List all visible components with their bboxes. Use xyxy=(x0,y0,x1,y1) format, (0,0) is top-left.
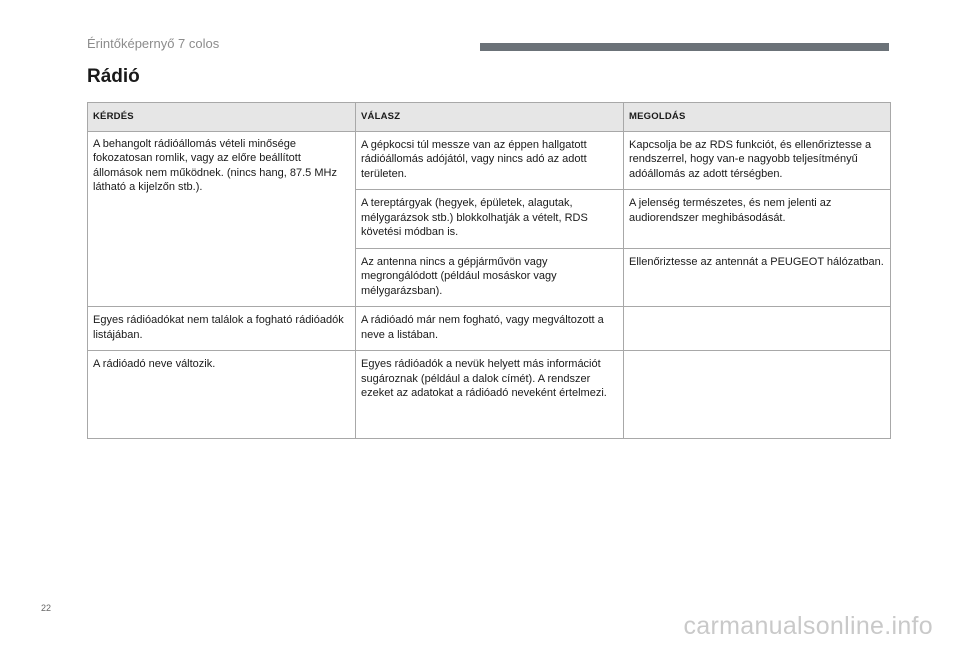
column-header-answer: VÁLASZ xyxy=(356,103,624,132)
answer-cell: A tereptárgyak (hegyek, épületek, alagutak, mélygarázsok stb.) blokkolhatják a vételt, RDS követési módban is. xyxy=(356,190,624,249)
column-header-solution: MEGOLDÁS xyxy=(624,103,891,132)
troubleshooting-table xyxy=(87,102,891,439)
table-row xyxy=(88,351,891,439)
solution-cell xyxy=(624,351,891,439)
question-cell: A behangolt rádióállomás vételi minősége fokozatosan romlik, vagy az előre beállított állomások nem működnek. (nincs hang, 87.5 MHz látható a kijelzőn stb.). xyxy=(88,131,356,307)
question-cell: A rádióadó neve változik. xyxy=(88,351,356,439)
header-bar xyxy=(480,43,889,51)
answer-cell: Egyes rádióadók a nevük helyett más információt sugároznak (például a dalok címét). A rendszer ezeket az adatokat a rádióadó neveként értelmezi. xyxy=(356,351,624,439)
answer-cell: A gépkocsi túl messze van az éppen hallgatott rádióállomás adójától, vagy nincs adó az adott területen. xyxy=(356,131,624,190)
watermark: carmanualsonline.info xyxy=(683,612,933,640)
table-header-row xyxy=(88,103,891,132)
solution-cell: Kapcsolja be az RDS funkciót, és ellenőriztesse a rendszerrel, hogy van-e nagyobb teljesítményű adóállomás az adott térségben. xyxy=(624,131,891,190)
solution-cell: Ellenőriztesse az antennát a PEUGEOT hálózatban. xyxy=(624,248,891,307)
page-title: Rádió xyxy=(87,66,140,87)
table-row xyxy=(88,307,891,351)
solution-cell xyxy=(624,307,891,351)
table-row xyxy=(88,131,891,190)
answer-cell: Az antenna nincs a gépjárművön vagy megrongálódott (például mosáskor vagy mélygarázsban). xyxy=(356,248,624,307)
question-cell: Egyes rádióadókat nem találok a fogható rádióadók listájában. xyxy=(88,307,356,351)
page-number: 22 xyxy=(41,603,52,613)
column-header-question: KÉRDÉS xyxy=(88,103,356,132)
answer-cell: A rádióadó már nem fogható, vagy megváltozott a neve a listában. xyxy=(356,307,624,351)
solution-cell: A jelenség természetes, és nem jelenti az audiorendszer meghibásodását. xyxy=(624,190,891,249)
section-title: Érintőképernyő 7 colos xyxy=(87,36,220,51)
